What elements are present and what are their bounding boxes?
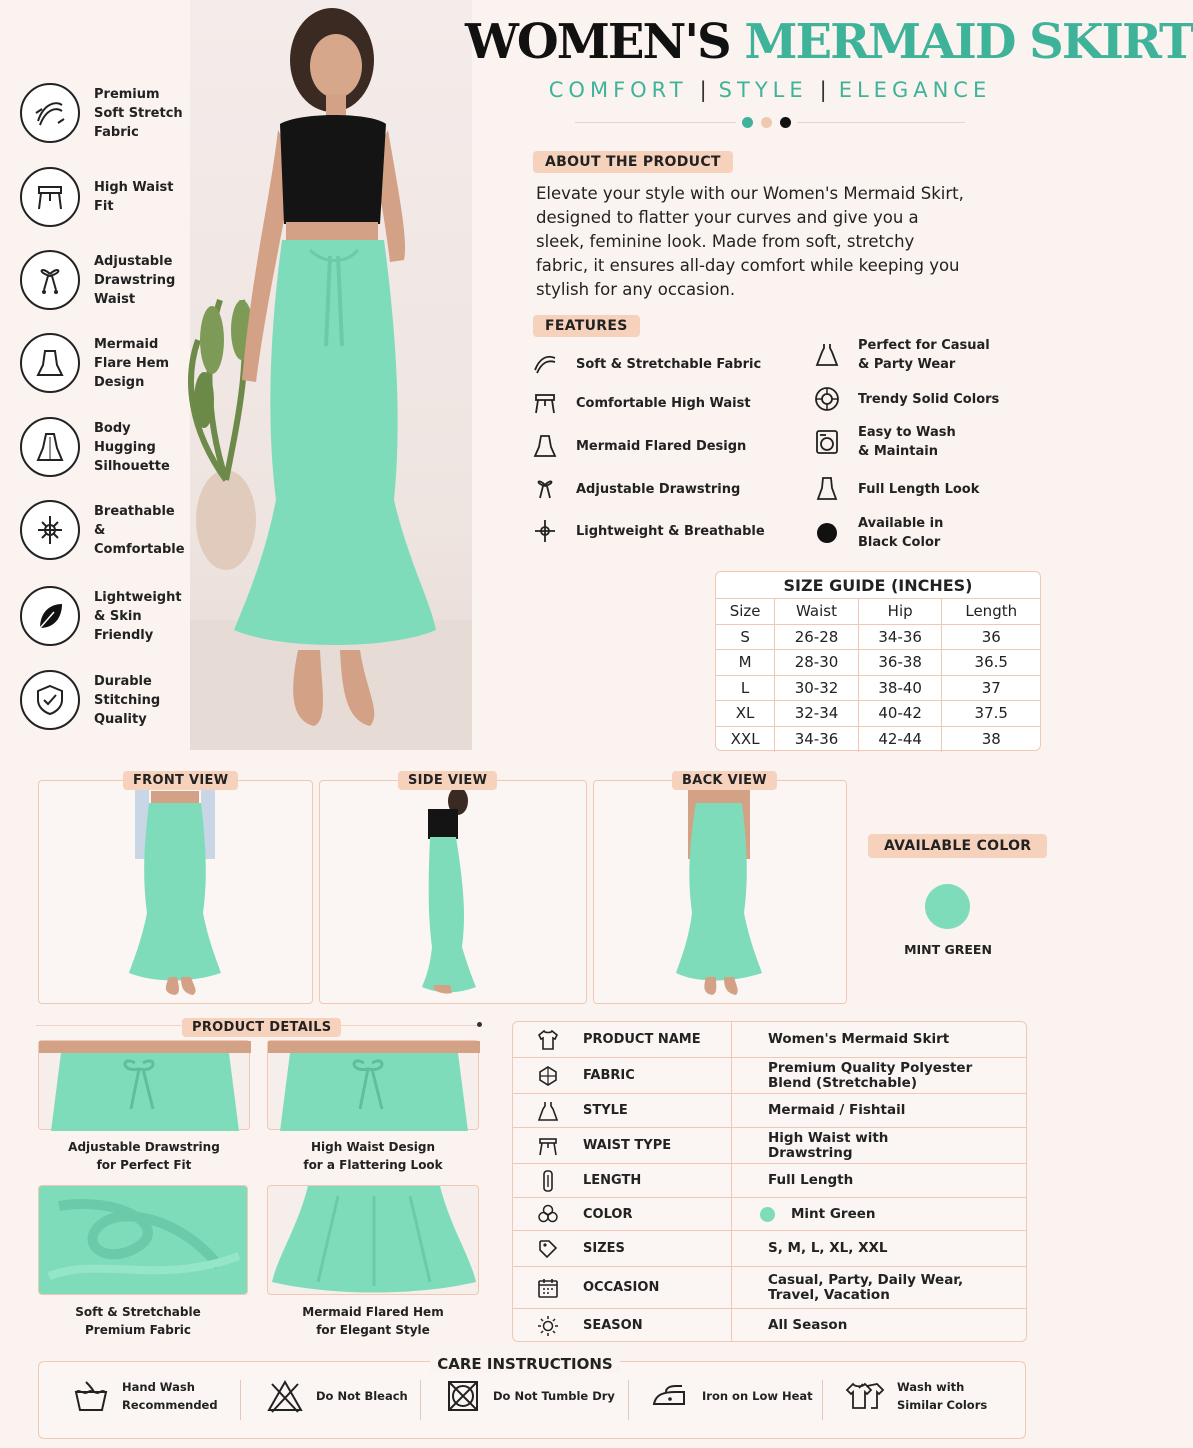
decorative-dots: [736, 117, 797, 128]
left-feature-label: High Waist Fit: [94, 180, 174, 214]
mermaid-hem-icon: [20, 333, 80, 393]
detail-image-flared-hem: [267, 1185, 479, 1295]
care-label: Wash with Similar Colors: [897, 1380, 988, 1412]
about-heading-label: ABOUT THE PRODUCT: [533, 151, 733, 173]
spec-value: Mint Green: [791, 1205, 876, 1222]
table-row: [716, 650, 1040, 676]
feature-label: Easy to Wash & Maintain: [858, 425, 956, 459]
size-cell: 40-42: [858, 701, 942, 727]
mint-color-swatch[interactable]: [925, 884, 970, 929]
care-divider: [628, 1380, 629, 1420]
size-cell: M: [716, 650, 775, 676]
left-feature-label: Premium Soft Stretch Fabric: [94, 86, 183, 140]
left-feature-label: Body Hugging Silhouette: [94, 420, 170, 474]
size-guide-col-header: Length: [942, 599, 1040, 625]
features-heading-label: FEATURES: [533, 315, 640, 337]
high-waist-icon: [513, 1135, 583, 1157]
tagline-word: COMFORT: [548, 78, 688, 102]
size-cell: 38-40: [858, 675, 942, 701]
table-row: [513, 1308, 1026, 1342]
table-row: [513, 1197, 1026, 1230]
spec-label: WAIST TYPE: [583, 1138, 672, 1153]
drawstring-icon: [530, 474, 560, 504]
fabric-stretch-icon: [530, 349, 560, 379]
spec-label: SEASON: [583, 1318, 643, 1333]
spec-label: COLOR: [583, 1206, 633, 1222]
palette-icon: [513, 1203, 583, 1225]
care-label: Do Not Bleach: [316, 1389, 408, 1403]
calendar-icon: [513, 1277, 583, 1299]
table-row: [716, 675, 1040, 701]
size-cell: 28-30: [775, 650, 859, 676]
care-item: [72, 1378, 218, 1414]
feature-item: [530, 474, 740, 504]
no-tumble-dry-icon: [445, 1378, 481, 1414]
size-cell: XXL: [716, 726, 775, 752]
silhouette-icon: [20, 417, 80, 477]
side-view-image: [319, 780, 587, 1004]
spec-value: Premium Quality Polyester Blend (Stretchable): [731, 1058, 1026, 1093]
features-heading: [533, 315, 640, 337]
feature-label: Available in Black Color: [858, 516, 944, 550]
side-view-label: SIDE VIEW: [398, 771, 497, 790]
spec-value-cell: [731, 1198, 1026, 1230]
left-feature-label: Breathable & Comfortable: [94, 503, 185, 557]
detail-image-high-waist: [267, 1040, 479, 1130]
front-view-label: FRONT VIEW: [123, 771, 238, 790]
table-row: [716, 701, 1040, 727]
table-row: [513, 1230, 1026, 1266]
size-guide-title: SIZE GUIDE (INCHES): [783, 576, 973, 595]
spec-value: Mermaid / Fishtail: [731, 1094, 1026, 1127]
left-feature-waist: [20, 167, 194, 227]
spec-label: SIZES: [583, 1241, 625, 1256]
similar-colors-icon: [845, 1378, 885, 1414]
size-cell: 36: [942, 624, 1040, 650]
feature-label: Mermaid Flared Design: [576, 438, 747, 454]
left-feature-breathable: [20, 500, 194, 560]
care-label: Iron on Low Heat: [702, 1389, 813, 1403]
size-cell: 34-36: [858, 624, 942, 650]
size-cell: 38: [942, 726, 1040, 752]
size-cell: 30-32: [775, 675, 859, 701]
care-divider: [420, 1380, 421, 1420]
spec-value: S, M, L, XL, XXL: [731, 1231, 1026, 1266]
feature-label: Full Length Look: [858, 481, 980, 497]
feature-item: [530, 349, 761, 379]
size-tag-icon: [513, 1238, 583, 1260]
available-color-name: MINT GREEN: [904, 942, 992, 957]
size-guide-header-row: [716, 599, 1040, 625]
product-spec-table: [512, 1021, 1027, 1342]
iron-low-icon: [650, 1378, 690, 1414]
page-title: [465, 14, 1193, 74]
detail-image-fabric: [38, 1185, 248, 1295]
table-row: [513, 1127, 1026, 1163]
spec-value: All Season: [731, 1309, 1026, 1342]
spec-value: Women's Mermaid Skirt: [731, 1022, 1026, 1057]
table-row: [716, 726, 1040, 752]
available-color-label: AVAILABLE COLOR: [868, 834, 1047, 858]
size-guide-col-header: Size: [716, 599, 775, 625]
detail-caption: High Waist Design for a Flattering Look: [303, 1140, 443, 1172]
table-row: [513, 1266, 1026, 1308]
about-heading: [533, 151, 733, 173]
color-wheel-icon: [812, 384, 842, 414]
spec-label: FABRIC: [583, 1068, 635, 1083]
product-details-heading: [182, 1016, 341, 1037]
size-cell: 34-36: [775, 726, 859, 752]
dot-icon: [780, 117, 791, 128]
tagline-separator: |: [819, 78, 827, 102]
spec-label: STYLE: [583, 1103, 628, 1118]
dress-icon: [812, 340, 842, 370]
care-item: [845, 1378, 987, 1414]
feature-item: [812, 336, 990, 374]
feature-item: [812, 384, 999, 414]
left-feature-lightweight: [20, 586, 194, 646]
back-view-image: [593, 780, 847, 1004]
spec-label: PRODUCT NAME: [583, 1032, 701, 1047]
shield-icon: [20, 670, 80, 730]
sun-icon: [513, 1315, 583, 1337]
spec-label: LENGTH: [583, 1173, 642, 1188]
care-instructions-title: CARE INSTRUCTIONS: [430, 1355, 620, 1373]
breathable-icon: [20, 500, 80, 560]
feature-item: [530, 516, 765, 546]
size-guide-col-header: Hip: [858, 599, 942, 625]
table-row: [513, 1057, 1026, 1093]
product-details-label: PRODUCT DETAILS: [182, 1018, 341, 1037]
feature-item: [530, 431, 746, 461]
left-feature-label: Lightweight & Skin Friendly: [94, 589, 182, 643]
spec-value: High Waist with Drawstring: [731, 1128, 1026, 1163]
dress-icon: [513, 1100, 583, 1122]
feature-label: Comfortable High Waist: [576, 395, 751, 411]
hand-wash-icon: [72, 1378, 110, 1414]
tshirt-icon: [513, 1029, 583, 1051]
high-waist-icon: [20, 167, 80, 227]
black-dot-icon: [812, 518, 842, 548]
no-bleach-icon: [266, 1378, 304, 1414]
drawstring-icon: [20, 250, 80, 310]
left-feature-drawstring: [20, 250, 194, 310]
tagline: [540, 78, 1000, 102]
size-cell: XL: [716, 701, 775, 727]
size-cell: 36-38: [858, 650, 942, 676]
available-color-heading: [868, 834, 1047, 858]
fabric-icon: [513, 1065, 583, 1087]
care-divider: [822, 1380, 823, 1420]
detail-caption: Mermaid Flared Hem for Elegant Style: [302, 1305, 444, 1337]
left-feature-label: Durable Stitching Quality: [94, 673, 161, 727]
ruler-icon: [513, 1170, 583, 1192]
tagline-separator: |: [699, 78, 707, 102]
detail-caption: Soft & Stretchable Premium Fabric: [75, 1305, 201, 1337]
table-row: [513, 1022, 1026, 1057]
breathable-icon: [530, 516, 560, 546]
detail-caption: Adjustable Drawstring for Perfect Fit: [68, 1140, 220, 1172]
high-waist-icon: [530, 388, 560, 418]
size-cell: S: [716, 624, 775, 650]
mermaid-skirt-icon: [530, 431, 560, 461]
dot-icon: [477, 1022, 482, 1027]
size-cell: 37.5: [942, 701, 1040, 727]
size-guide-table: [715, 571, 1041, 751]
care-item: [650, 1378, 813, 1414]
size-cell: 26-28: [775, 624, 859, 650]
feature-item: [812, 423, 956, 461]
tagline-word: ELEGANCE: [838, 78, 992, 102]
left-feature-label: Adjustable Drawstring Waist: [94, 253, 176, 307]
table-row: [716, 624, 1040, 650]
title-part1: WOMEN'S: [465, 14, 730, 70]
size-cell: 42-44: [858, 726, 942, 752]
fabric-stretch-icon: [20, 83, 80, 143]
feature-label: Adjustable Drawstring: [576, 481, 741, 497]
left-feature-mermaid: [20, 333, 194, 393]
care-item: [266, 1378, 408, 1414]
color-swatch-icon: [760, 1207, 775, 1222]
size-guide-col-header: Waist: [775, 599, 859, 625]
feature-label: Soft & Stretchable Fabric: [576, 356, 762, 372]
tagline-word: STYLE: [718, 78, 808, 102]
table-row: [513, 1093, 1026, 1127]
feature-item: [812, 474, 979, 504]
front-view-image: [38, 780, 313, 1004]
care-label: Do Not Tumble Dry: [493, 1389, 615, 1403]
left-feature-fabric: [20, 83, 194, 143]
size-cell: L: [716, 675, 775, 701]
about-text: Elevate your style with our Women's Mermaid Skirt, designed to flatter your curves and give you a sleek, feminine look. Made from soft, stretchy fabric, it ensures all-day comfort while keeping you stylish for any occasion.: [536, 184, 964, 299]
detail-image-drawstring: [38, 1040, 250, 1130]
left-feature-label: Mermaid Flare Hem Design: [94, 336, 170, 390]
feature-label: Perfect for Casual & Party Wear: [858, 338, 990, 372]
spec-value: Casual, Party, Daily Wear, Travel, Vacation: [731, 1267, 1026, 1308]
spec-label: OCCASION: [583, 1280, 660, 1295]
size-cell: 36.5: [942, 650, 1040, 676]
dot-icon: [742, 117, 753, 128]
dot-icon: [761, 117, 772, 128]
care-label: Hand Wash Recommended: [122, 1380, 218, 1412]
feature-item: [530, 388, 751, 418]
long-skirt-icon: [812, 474, 842, 504]
leaf-icon: [20, 586, 80, 646]
title-part2: MERMAID SKIRT: [744, 14, 1193, 70]
feature-item: [812, 514, 943, 552]
spec-value: Full Length: [731, 1164, 1026, 1197]
back-view-label: BACK VIEW: [672, 771, 777, 790]
size-cell: 32-34: [775, 701, 859, 727]
left-feature-silhouette: [20, 417, 194, 477]
feature-label: Trendy Solid Colors: [858, 391, 1000, 407]
hero-model-image: [190, 0, 472, 750]
size-cell: 37: [942, 675, 1040, 701]
care-divider: [240, 1380, 241, 1420]
washing-machine-icon: [812, 427, 842, 457]
feature-label: Lightweight & Breathable: [576, 523, 765, 539]
table-row: [513, 1163, 1026, 1197]
left-feature-durable: [20, 670, 194, 730]
care-item: [445, 1378, 615, 1414]
